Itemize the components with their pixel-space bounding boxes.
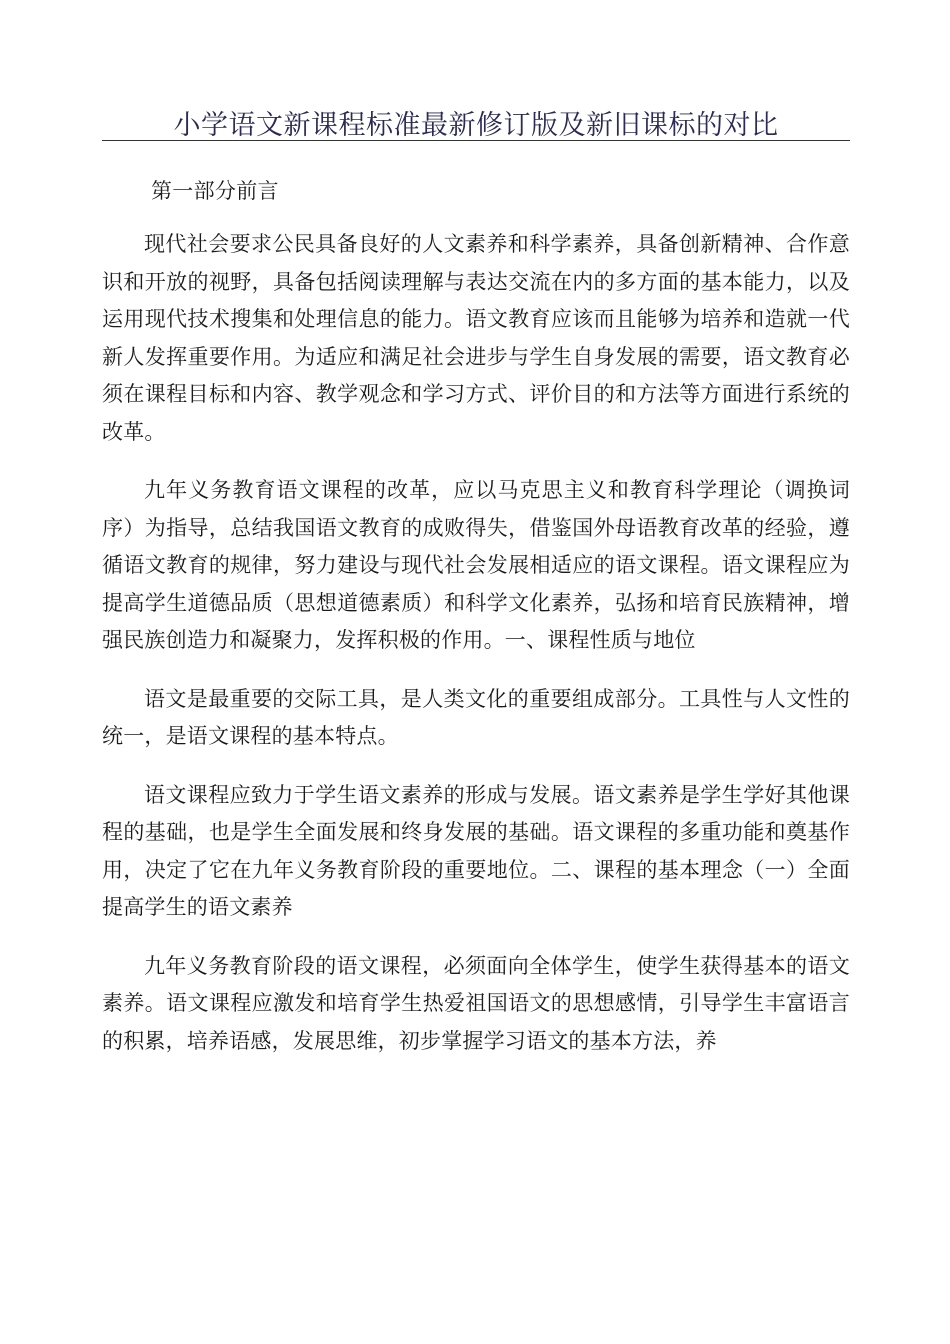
document-body xyxy=(102,226,850,1081)
section-heading: 第一部分前言 xyxy=(151,179,279,203)
document-title: 小学语文新课程标准最新修订版及新旧课标的对比 xyxy=(173,110,779,141)
paragraph: 语文课程应致力于学生语文素养的形成与发展。语文素养是学生学好其他课程的基础，也是学生全面发展和终身发展的基础。语文课程的多重功能和奠基作用，决定了它在九年义务教育阶段的重要地位。二、课程的基本理念（一）全面提高学生的语文素养 xyxy=(102,782,850,919)
title-underline xyxy=(102,100,850,141)
paragraph: 语文是最重要的交际工具，是人类文化的重要组成部分。工具性与人文性的统一，是语文课程的基本特点。 xyxy=(102,686,850,748)
paragraph: 现代社会要求公民具备良好的人文素养和科学素养，具备创新精神、合作意识和开放的视野，具备包括阅读理解与表达交流在内的多方面的基本能力，以及运用现代技术搜集和处理信息的能力。语文教育应该而且能够为培养和造就一代新人发挥重要作用。为适应和满足社会进步与学生自身发展的需要，语文教育必须在课程目标和内容、教学观念和学习方式、评价目的和方法等方面进行系统的改革。 xyxy=(102,232,850,444)
paragraph: 九年义务教育语文课程的改革，应以马克思主义和教育科学理论（调换词序）为指导，总结我国语文教育的成败得失，借鉴国外母语教育改革的经验，遵循语文教育的规律，努力建设与现代社会发展相适应的语文课程。语文课程应为提高学生道德品质（思想道德素质）和科学文化素养，弘扬和培育民族精神，增强民族创造力和凝聚力，发挥积极的作用。一、课程性质与地位 xyxy=(102,478,850,652)
paragraph: 九年义务教育阶段的语文课程，必须面向全体学生，使学生获得基本的语文素养。语文课程应激发和培育学生热爱祖国语文的思想感情，引导学生丰富语言的积累，培养语感，发展思维，初步掌握学习语文的基本方法，养 xyxy=(102,953,850,1053)
